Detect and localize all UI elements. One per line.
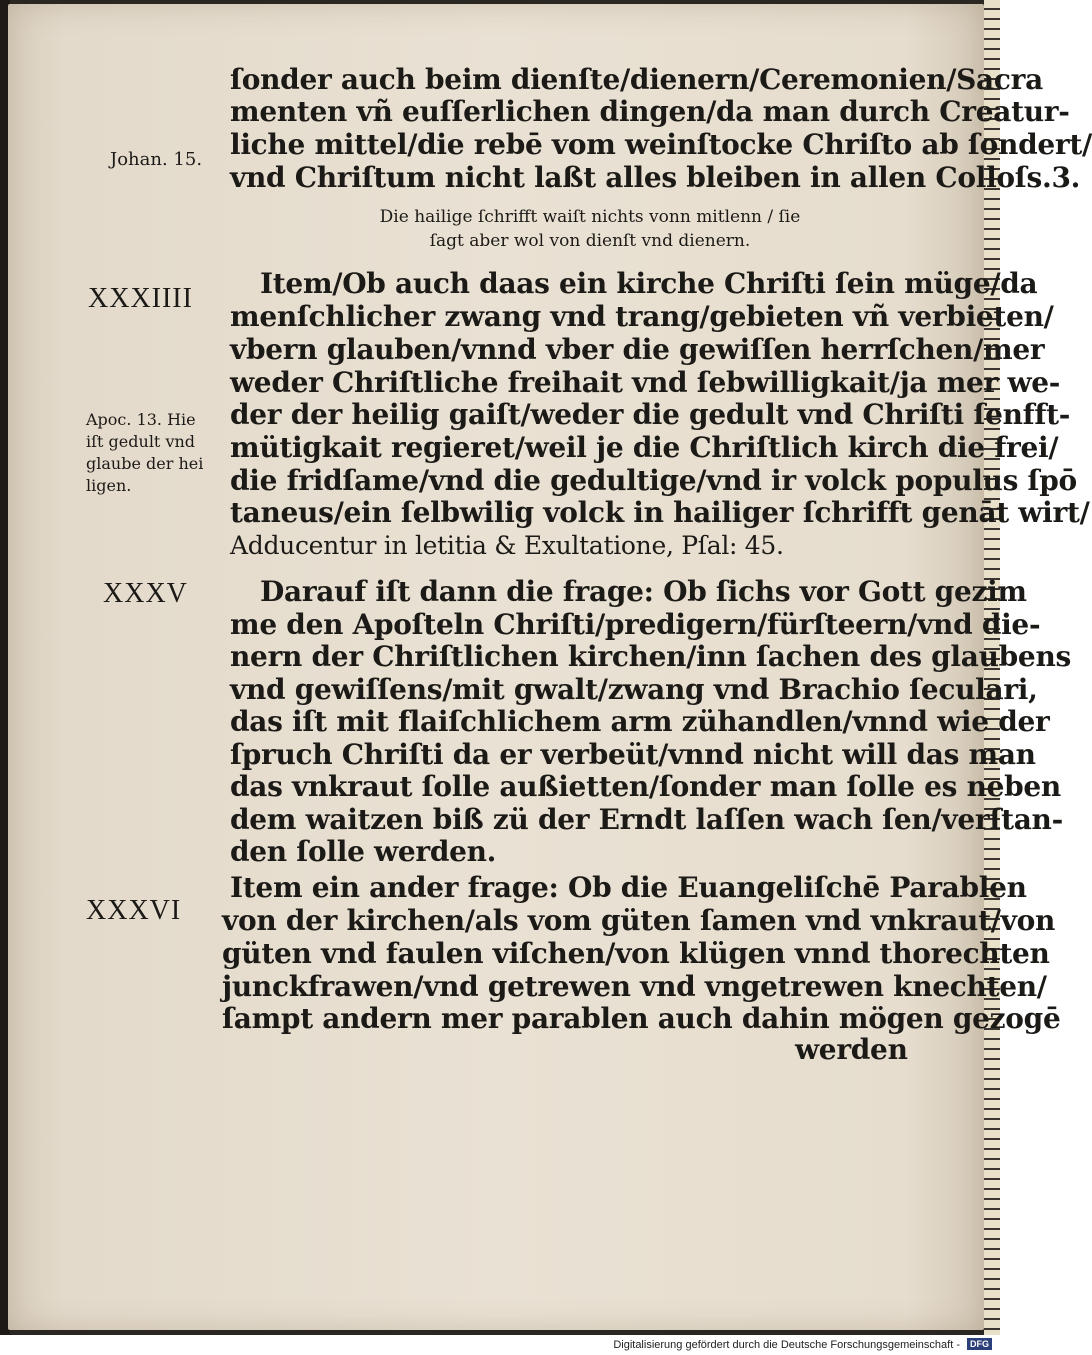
body-line-13: Adducentur in letitia & Exultatione, Pſal: 45. bbox=[230, 531, 784, 560]
body-line-23: Item ein ander frage: Ob die Euangeliſchē Parablen bbox=[230, 871, 1027, 904]
body-line-10: mütigkait regieret/weil je die Chriſtlich kirch die frei/ bbox=[230, 431, 1059, 464]
footer-credit: Digitalisierung gefördert durch die Deutsche Forschungsgemeinschaft - bbox=[613, 1339, 960, 1351]
body-line-6: menſchlicher zwang vnd trang/gebieten vñ verbieten/ bbox=[230, 300, 1054, 333]
section-number-33: XXXIIII bbox=[88, 283, 193, 314]
body-line-4: vnd Chriſtum nicht laßt alles bleiben in allen Colloſs.3. bbox=[230, 161, 1081, 194]
body-line-22: den ſolle werden. bbox=[230, 835, 497, 868]
body-line-28: werden bbox=[795, 1033, 908, 1066]
body-line-18: das iſt mit flaiſchlichem arm zühandlen/vnnd wie der bbox=[230, 705, 1050, 738]
margin-note-apoc-2: iſt gedult vnd bbox=[86, 432, 196, 451]
body-line-12: taneus/ein ſelbwilig volck in hailiger ſchrifft genāt wirt/ bbox=[230, 496, 1090, 529]
body-line-5: Item/Ob auch daas ein kirche Chriſti ſein müge/da bbox=[260, 267, 1038, 300]
body-line-20: das vnkraut ſolle außietten/ſonder man ſolle es neben bbox=[230, 770, 1061, 803]
margin-note-apoc-3: glaube der hei bbox=[86, 454, 204, 473]
dfg-logo: DFG bbox=[967, 1338, 992, 1350]
side-heading-line-1: Die hailige ſchrifft waiſt nichts vonn mitlenn / ſie bbox=[379, 207, 801, 227]
body-line-24: von der kirchen/als vom güten ſamen vnd vnkraut/von bbox=[222, 904, 1056, 937]
body-line-26: junckfrawen/vnd getrewen vnd vngetrewen knechten/ bbox=[222, 970, 1047, 1003]
body-line-3: liche mittel/die rebē vom weinſtocke Chriſto ab ſondert/ bbox=[230, 128, 1092, 161]
body-line-25: güten vnd faulen viſchen/von klügen vnnd thorechten bbox=[222, 937, 1050, 970]
margin-note-apoc-4: ligen. bbox=[86, 476, 132, 495]
body-line-19: ſpruch Chriſti da er verbeüt/vnnd nicht will das man bbox=[230, 738, 1036, 771]
section-number-35: XXXV bbox=[103, 578, 188, 609]
body-line-21: dem waitzen biß zü der Erndt laſſen wach ſen/verſtan- bbox=[230, 803, 1063, 836]
body-line-8: weder Chriſtliche freihait vnd ſebwilligkait/ja mer we- bbox=[230, 366, 1061, 399]
body-line-16: nern der Chriſtlichen kirchen/inn ſachen des glaubens bbox=[230, 640, 1071, 673]
section-number-36: XXXVI bbox=[86, 895, 182, 926]
footer-bar bbox=[0, 1335, 1000, 1355]
margin-note-johan: Johan. 15. bbox=[110, 149, 203, 170]
body-line-7: vbern glauben/vnnd vber die gewiſſen herrſchen/mer bbox=[230, 333, 1045, 366]
body-line-14: Darauf iſt dann die frage: Ob ſichs vor Gott gezim bbox=[260, 575, 1027, 608]
side-heading-line-2: ſagt aber wol von dienſt vnd dienern. bbox=[429, 231, 751, 251]
body-line-1: ſonder auch beim dienſte/dienern/Ceremonien/Sacra bbox=[230, 63, 1043, 96]
margin-note-apoc-1: Apoc. 13. Hie bbox=[86, 410, 196, 429]
body-line-27: ſampt andern mer parablen auch dahin mögen gezogē bbox=[222, 1002, 1061, 1035]
body-line-9: der der heilig gaiſt/weder die gedult vnd Chriſti ſenfft- bbox=[230, 398, 1071, 431]
body-line-17: vnd gewiſſens/mit gwalt/zwang vnd Brachio ſeculari, bbox=[230, 673, 1038, 706]
body-line-11: die fridſame/vnd die gedultige/vnd ir volck populus ſpō bbox=[230, 464, 1077, 497]
body-line-2: menten vñ euſſerlichen dingen/da man durch Creatur- bbox=[230, 95, 1070, 128]
body-line-15: me den Apoſteln Chriſti/predigern/fürſteern/vnd die- bbox=[230, 608, 1041, 641]
